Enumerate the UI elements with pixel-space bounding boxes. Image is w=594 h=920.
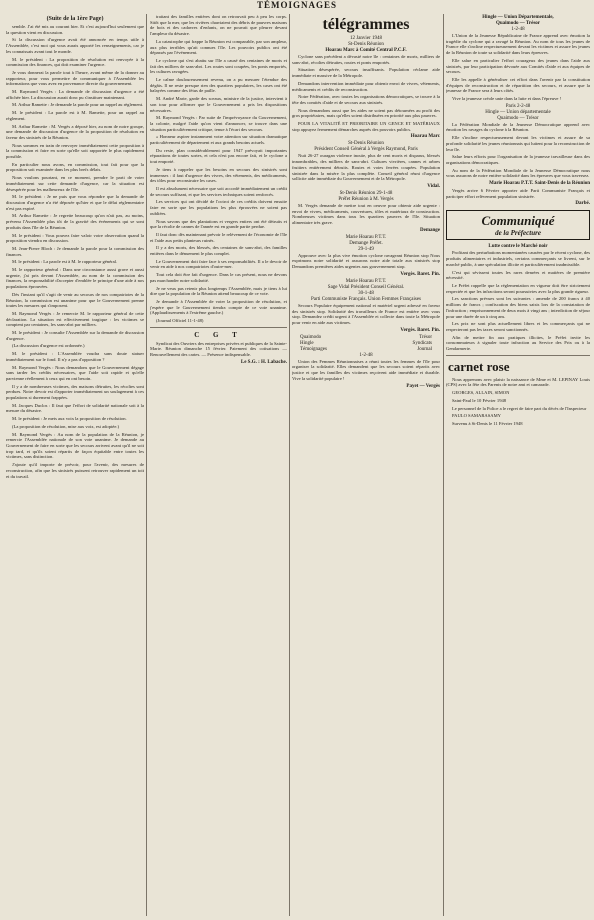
- carnet-rose-title: carnet rose: [448, 358, 510, 374]
- paragraph: L'Union de la Jeunesse Républicaine de France apprend avec émotion la tragédie du cyclone qui a ravagé la Réunion. Au nom de tous les jeunes de France elle s'incline respectueusement devant les victimes et assure les jeunes de la Réunion de toute sa solidarité dans leurs épreuves.: [446, 33, 590, 56]
- paragraph: M. Jacques Duclos : Il faut que l'effort de solidarité nationale soit à la mesure du désastre.: [6, 402, 144, 414]
- paragraph: Les services qui ont décidé de l'octroi de ces crédits doivent ensuite faire en sorte que les populations les plus éprouvées ne soient pas oubliées.: [150, 199, 287, 216]
- telegram-4-body: Approuve avec la plus vive émotion cyclone ravageant Réunion stop Nous exprimons notre solidarité et assurons notre aide totale aux sinistrés stop Demandons premières aides urgentes aux gouvernement stop.: [292, 252, 440, 270]
- communique-subtitle: de la Préfecture: [495, 229, 541, 238]
- paragraph: Je tiens à rappeler que les besoins en secours des sinistrés sont immenses : il faut d'urgence des vivres, des vêtements, des médicaments, des tôles pour reconstruire les cases.: [150, 166, 287, 184]
- telegram-3-signature: Demange: [420, 227, 440, 233]
- paragraph: Tout cela doit être fait d'urgence. Dans le cas présent, nous ne devons pas marchander notre solidarité.: [150, 272, 287, 283]
- telegram-body: [292, 54, 440, 132]
- paragraph: M. le président : Je mets aux voix la proposition de résolution.: [12, 416, 127, 422]
- paragraph: Elle salue en particulier l'effort courageux des jeunes dans l'aide aux sinistrés, par leur participation dévouée aux Comités d'aide et aux équipes de secours.: [446, 57, 590, 75]
- paragraph: La catastrophe qui frappe la Réunion est comparable, par son ampleur, aux plus terribles qu'ait connues l'île. Les pouvoirs publics ont été dépassés par l'événement.: [150, 38, 287, 56]
- paragraph: POUR LA VITALITÉ ET PRIORITAIRE UN GENCE ET MATÉRIAUX stop appuyez fermement démarches auprès des pouvoirs publics.: [292, 121, 440, 132]
- telegram-6-date: 1-2-48: [359, 352, 373, 358]
- paragraph: semble. J'ai été mis au courant hier. Et c'est aujourd'hui seulement que la question vient en discussion.: [6, 24, 144, 35]
- paragraph: M. Arthur Ramette : Je demande la parole pour un rappel au règlement.: [12, 102, 144, 108]
- paragraph: M. Raymond Vergès : La demande de discussion d'urgence a été affichée hier. La discussion aurait donc pu s'instituer maintenant.: [6, 89, 144, 100]
- col4-line-2: Quaimodo — Trésor: [496, 21, 540, 26]
- paragraph: Il y a des morts, des blessés, des centaines de sans-abri, des familles entières dans le dénuement le plus complet.: [150, 245, 287, 257]
- column-1: [6, 14, 144, 916]
- telegram-to: Hoarau Marc à Comité Central P.C.F.: [325, 48, 407, 53]
- paragraph: Le Préfet rappelle que la réglementation en vigueur doit être strictement respectée et que les infractions seront poursuivies avec la plus grande rigueur.: [446, 282, 590, 294]
- paragraph: Vive la jeunesse créole unie dans la lutte et dans l'épreuve !: [452, 96, 562, 102]
- telegram-4-date: 29-1-49: [358, 246, 374, 252]
- paragraph: M. Raymond Vergès : Par suite de l'imprévoyance du Gouvernement, la colonie, malgré l'aide qu'on vient d'annoncer, se trouve dans une situation particulièrement critique, tenue à l'écart des secours.: [150, 115, 287, 132]
- paragraph: M. André Marie, garde des sceaux, ministre de la justice, intervient à son tour pour affirmer que le Gouvernement a pris les dispositions nécessaires.: [150, 96, 287, 113]
- paragraph: (Journal Officiel 11-1-48): [156, 318, 204, 324]
- column-2: [150, 14, 287, 916]
- telegram-3-body: M. Vergès demande de mettre tout en oeuvre pour obtenir aide urgente : envoi de vivres, médicaments, couvertures, tôles et matériaux de construction. Nombreuses victimes dans tous les quartiers pauvres de l'île. Situation alimentaire très grave.: [292, 202, 440, 226]
- paragraph: Dès l'instant qu'il s'agit de venir au secours de nos compatriotes de la Réunion, la commission est unanime pour que le Gouvernement prenne toutes les mesures qui s'imposent.: [6, 291, 144, 309]
- paragraph: Cyclone sans précédent a dévasté notre île : centaines de morts, milliers de sans-abri, récoltes détruites, routes et ponts emportés.: [292, 54, 440, 65]
- telegram-6-header: [300, 335, 432, 340]
- column-rule: [289, 14, 290, 916]
- paragraph: En particulier nous avons, en commission, tout fait pour que la proposition soit examinée dans les plus brefs délais.: [6, 161, 144, 173]
- paragraph: Nous savons que des plantations et vergers entiers ont été détruits et que la récolte de cannes de l'année est en grande partie perdue.: [150, 218, 287, 230]
- paragraph: Le personnel de la Police a le regret de faire part du décès de l'Inspecteur: [452, 405, 587, 411]
- telegram-signature: Hoarau Marc: [410, 134, 440, 140]
- telegram-5-body: Secours Populaire équipement national et matériel urgent adressé en faveur des sinistrés stop. Solidarité des travailleurs de France est entière avec vous stop. Demandez crédit urgent à l'Assemblée et collecte dans toute la Métropole pour venir en aide aux victimes.: [292, 302, 440, 325]
- col4-t2-line-1: Hingle — Union départementale: [485, 109, 551, 115]
- paragraph: « Honneur aspirer instamment votre attention sur situation dramatique particulièrement de département et aux grands besoins actuels.: [150, 134, 287, 146]
- paragraph: Je demande à l'Assemblée de voter la proposition de résolution, et j'espère que le Gouvernement tiendra compte de ce vote unanime. (Applaudissements à l'extrême gauche.): [150, 298, 287, 316]
- telegram-2-to: Président Conseil Général à Vergès Raymond, Paris: [314, 147, 418, 153]
- telegrams-title: télégrammes: [322, 16, 410, 33]
- col4-note: Vergès arrive 6 Février apporter aide Parti Communiste Français et participer effort relèvement population sinistrée.: [446, 188, 590, 199]
- column-2-text: [150, 14, 287, 324]
- paragraph: Il est absolument nécessaire que soit accordé immédiatement un crédit de secours suffisant, et que les services techniques soient renforcés.: [150, 185, 287, 197]
- paragraph: Elle s'incline respectueusement devant les victimes et assure de sa profonde solidarité les jeunes réunionnais qui luttent pour la reconstruction de leur île.: [446, 135, 590, 152]
- col4-line-3: 1-2-48: [511, 27, 525, 32]
- paragraph: Le calme douloureusement revenu, on a pu mesurer l'étendue des dégâts. Il ne reste presque rien des quartiers populaires, les cases ont été balayées comme des fétus de paille.: [150, 77, 287, 94]
- paragraph: M. Raymond Vergès : Nous demandons que le Gouvernement dégage sans tarder les crédits nécessaires, que l'aide soit rapide et qu'elle parvienne réellement à ceux qui en ont besoin.: [6, 364, 144, 381]
- continuation-heading: (Suite de la 1ère Page): [46, 16, 104, 22]
- paragraph: Situation désespérée, secours insuffisants. Population réclame aide immédiate et massive de la Métropole.: [292, 67, 440, 79]
- paragraph: Les prix ne sont plus actuellement libres et les commerçants qui ne respecteront pas les taxes seront sanctionnés.: [446, 321, 590, 332]
- paragraph: M. le président : L'Assemblée voudra sans doute statuer immédiatement sur le fond. Il n'y a pas d'opposition ?: [6, 351, 144, 362]
- paragraph: M. le président : La parole est à M. Ramette, pour un rappel au règlement.: [6, 110, 144, 121]
- paragraph: Nous demandons aussi que les aides ne soient pas détournées au profit des gros propriétaires, mais qu'elles soient distribuées en priorité aux plus pauvres.: [292, 107, 440, 119]
- paragraph: M. le président : Je ne puis que vous répondre que la demande de discussion d'urgence n'a été déposée qu'hier et que le délai réglementaire n'est pas expiré.: [6, 194, 144, 211]
- paragraph: Survenu à St-Denis le 11 Février 1948: [452, 420, 523, 426]
- communique-lead: Lutte contre le Marché noir: [488, 244, 548, 250]
- paragraph: Il faut donc dès maintenant prévoir le relèvement de l'économie de l'île et l'aide aux petits planteurs ruinés.: [150, 231, 287, 243]
- telegram-2-from: St-Denis Réunion: [348, 141, 384, 147]
- telegram-5-from: Sage Vidal Président Conseil Général.: [327, 284, 405, 290]
- telegram-4-signature: Vergès. Baret. Pin.: [400, 271, 440, 277]
- paragraph: PAULO SAMARASAMY: [452, 413, 501, 419]
- telegram-5-signature: Vergès. Baret. Pin.: [400, 327, 440, 333]
- paragraph: M. le président : Je consulte l'Assemblée sur la demande de discussion d'urgence.: [6, 330, 144, 341]
- paragraph: Nous sommes en train de renvoyer immédiatement cette proposition à la commission et faire en sorte qu'elle soit rapportée le plus rapidement possible.: [6, 142, 144, 160]
- paragraph: Demandons intervention immédiate pour obtenir envoi de vivres, vêtements, médicaments et crédits de reconstruction.: [292, 80, 440, 92]
- paragraph: Il y a de nombreuses victimes, des maisons détruites, les récoltes sont perdues. Notre devoir est d'apporter immédiatement un soulagement à ces populations si durement frappées.: [6, 383, 144, 401]
- telegram-2-signature: Vidal.: [427, 183, 440, 189]
- carnet-rose-text: [446, 377, 590, 427]
- col4-line-1: Hingle — Union Départementale,: [482, 15, 554, 20]
- paragraph: Les sanctions prévues sont les suivantes : amende de 200 francs à 40 millions de francs ; confiscation des biens saisis lors de la constatation de l'infraction ; emprisonnement de deux mois à vingt ans ; interdiction de séjour pour une durée de un à cinq ans.: [446, 296, 590, 319]
- column-4-text-2: [446, 122, 590, 179]
- paragraph: Le Gouvernement doit faire face à ses responsabilités. Il a le devoir de venir en aide à nos compatriotes d'outre-mer.: [150, 258, 287, 270]
- telegram-4-from: Demange Préfet.: [349, 240, 383, 246]
- telegram-6-sub1: Hingle: [300, 340, 314, 346]
- paragraph: M. Raymond Vergès : Je remercie M. le rapporteur général de cette déclaration. La situation est effectivement tragique : les victimes se comptent par centaines, les sans-abri par milliers.: [6, 310, 144, 328]
- paragraph: (La proposition de résolution, mise aux voix, est adoptée.): [12, 423, 120, 429]
- paragraph: Nous apprenons avec plaisir la naissance de Mme et M. LEPINAY Louis (CPS) avec la fête des Parents de notre ami et camarade.: [446, 376, 590, 388]
- telegram-date: 12 Janvier 1948: [350, 36, 382, 41]
- telegram-6-sub3: Témoignages: [300, 346, 327, 352]
- paragraph: GEORGES, ALLAIN, SIMON: [452, 390, 510, 396]
- paragraph: M. Arthur Ramette : Je regrette beaucoup qu'on n'ait pas, au moins, prévenu l'Assemblée plus tôt de la gravité des événements qui se sont produits dans l'île de la Réunion.: [6, 213, 144, 230]
- communique-text: [446, 250, 590, 351]
- telegram-3-to: Préfet Réunion à M. Vergès: [338, 196, 394, 202]
- col4-signature-c: Darbé.: [575, 201, 590, 207]
- telegram-3-date: St-Denis Réunion 29-1-48: [339, 190, 393, 196]
- cgt-notice: Syndicat des Ouvriers des entreprises privées et publiques de la Sainte-Marie. Réunion dimanche 15 février. Paiement des cotisations — Renouvellement des cartes. — Présence indispensable.: [150, 340, 287, 358]
- telegram-6-sub2: Syndicats: [412, 340, 432, 346]
- divider: [150, 327, 287, 328]
- paragraph: Je ne veux pas retenir plus longtemps l'Assemblée, mais je tiens à lui dire que la population de la Réunion attend beaucoup de ce vote.: [150, 285, 287, 297]
- paragraph: Nous voulons pourtant, en ce moment, prendre le parti de voter immédiatement sur cette demande d'urgence, car la situation est désespérée pour les malheureux de l'île.: [6, 175, 144, 192]
- telegram-5-to: Marie Hoarau P.T.T.: [345, 278, 387, 284]
- newspaper-header: TÉMOIGNAGES: [256, 0, 337, 10]
- paragraph: Saint-Paul le 10 Février 1948: [452, 397, 507, 403]
- telegram-4-to: Marie Hoarau P.T.T.: [345, 234, 387, 240]
- telegram-5-org: Parti Communiste Français. Union Femmes Françaises: [311, 296, 421, 302]
- paragraph: J'ajoute qu'il importe de prévoir, pour l'avenir, des mesures de reconstruction, afin que les sinistrés puissent retrouver rapidement un toit et du travail.: [6, 462, 144, 479]
- telegram-6-left: Quaimodo: [300, 334, 322, 340]
- paragraph: Notre Fédération, avec toutes les organisations démocratiques, se trouve à la tête des comités d'aide et de secours aux sinistrés.: [292, 94, 440, 105]
- telegram-6-right: Trésor: [419, 334, 432, 340]
- paragraph: Si la discussion d'urgence avait été annoncée en temps utile à l'Assemblée, c'est moi qui vous aurais apporté les renseignements, car je les connaissais avant tout le monde.: [6, 37, 144, 54]
- column-rule: [443, 14, 444, 916]
- paragraph: M. Raymond Vergès : Au nom de la population de la Réunion, je remercie l'Assemblée nationale de son vote unanime. Je demande au Gouvernement de faire en sorte que les secours arrivent avant qu'il ne soit trop tard, et qu'ils soient répartis de façon équitable entre toutes les victimes, sans distinction.: [6, 431, 144, 460]
- paragraph: (La discussion d'urgence est ordonnée.): [12, 343, 85, 349]
- paragraph: M. Jean-Pierre Bloch : Je demande la parole pour la commission des finances.: [6, 245, 144, 257]
- telegram-6-subheader: [300, 341, 432, 346]
- telegram-6-body: Union des Femmes Réunionnaises a réuni toutes les femmes de l'île pour organiser la solidarité. Elles demandent que les secours soient répartis avec justice et que les familles des victimes reçoivent aide immédiate et durable. Vive la solidarité populaire !: [292, 358, 440, 381]
- telegram-5-date: 30-1-48: [358, 290, 374, 296]
- paragraph: Du reste, plan considérablement pour 1947 prévoyait importantes réparations de toutes sortes, et cela n'est pas encore fait, et le cyclone a tout emporté.: [150, 147, 287, 165]
- telegram-6-sub4: Journal: [417, 346, 432, 352]
- telegram-6-subheader-2: [300, 347, 432, 352]
- paragraph: Afin de mettre fin aux pratiques illicites, le Préfet invite les consommateurs à signaler toute infraction au Service des Prix ou à la Gendarmerie.: [446, 334, 590, 352]
- paragraph: M. le rapporteur général : Dans une circonstance aussi grave et aussi urgente, j'ai pris devant l'Assemblée, au nom de la commission des finances, la responsabilité d'accepter d'emblée le principe d'une aide à nos populations éprouvées.: [6, 267, 144, 290]
- paris-date: Paris 2-2-48: [505, 103, 531, 109]
- telegram-6-signature: Payet — Vergès: [406, 383, 440, 389]
- column-3: [292, 14, 440, 916]
- column-4-text: [446, 33, 590, 102]
- telegram-from: St-Denis Réunion: [348, 42, 384, 47]
- column-1-text: [6, 24, 144, 479]
- cgt-heading: C G T: [194, 330, 243, 339]
- paragraph: M. le président : La parole est à M. le rapporteur général.: [12, 259, 118, 265]
- paragraph: traitant des familles entières dont on retrouvait peu à peu les corps. Sitôt que la mer, que les rivières charriaient des débris de pauvres maisons de bois et des cadavres d'enfants, on ne pouvait que pleurer devant l'ampleur du désastre.: [150, 14, 287, 37]
- paragraph: Au nom de la Fédération Mondiale de la Jeunesse Démocratique nous vous assurons de notre entière solidarité dans les épreuves que vous traversez.: [446, 167, 590, 179]
- paragraph: M. Arthur Ramette : M. Vergès a déposé hier, au nom de notre groupe, une demande de discussion d'urgence de la proposition de résolution en faveur des sinistrés de la Réunion.: [6, 123, 144, 140]
- paragraph: Elle les appelle à généraliser cet effort dans l'avenir par la constitution d'équipes de reconstruction et de répartition des secours, et assure que la jeunesse de France sera à leurs côtés.: [446, 76, 590, 94]
- paragraph: Le cyclone qui s'est abattu sur l'île a causé des centaines de morts et fait des milliers de sans-abri. Les routes sont coupées, les ponts emportés, les cultures ravagées.: [150, 57, 287, 75]
- communique-title: Communiqué: [481, 213, 555, 229]
- paragraph: Je vous donnerai la parole tout à l'heure, avant même de la donner au rapporteur, pour vous permettre de communiquer à l'Assemblée les informations que vous avez en provenance directe du gouvernement.: [6, 69, 144, 87]
- telegram-2-body: Nuit 26-27 ouragan violence inouïe, plus de cent morts et disparus, blessés innombrables, des milliers de sans-abri. Cultures vivrières, cannes et arbres fruitiers entièrement détruits. Routes et voies ferrées coupées. Population sinistrée dans la misère la plus complète. Conseil général réuni d'urgence sollicite aide immédiate du Gouvernement et de la Métropole.: [292, 153, 440, 182]
- column-4: [446, 14, 590, 916]
- paragraph: M. le président : Vous pouvez faire valoir votre observation quand la proposition viendra en discussion.: [6, 232, 144, 244]
- communique-box: [446, 210, 590, 240]
- paragraph: Profitant des perturbations momentanées causées par le récent cyclone, des produits alimentaires et industriels, certains commerçants se livrent, sur le marché public, à une spéculation illicite et particulièrement inadmissible.: [446, 250, 590, 267]
- paragraph: Salue leurs efforts pour l'organisation de la jeunesse travailleuse dans des organisations démocratiques.: [446, 154, 590, 165]
- paragraph: M. le président : La proposition de résolution est renvoyée à la commission des finances, qui doit examiner l'urgence.: [6, 56, 144, 68]
- paragraph: La Fédération Mondiale de la Jeunesse Démocratique apprend avec émotion les ravages du cyclone à la Réunion.: [446, 121, 590, 133]
- divider: [446, 355, 590, 356]
- paragraph: C'est qui sévissent toutes les rares denrées et matières de première nécessité.: [446, 269, 590, 281]
- col4-t2-line-2: Quaimodo — Trésor: [497, 115, 539, 121]
- column-rule: [146, 14, 147, 916]
- cgt-signature: Le S.G. : H. Labache.: [240, 359, 287, 365]
- col4-signature-a: Marie Hoarau P.T.T. Saint-Denis de la Réunion: [489, 181, 590, 187]
